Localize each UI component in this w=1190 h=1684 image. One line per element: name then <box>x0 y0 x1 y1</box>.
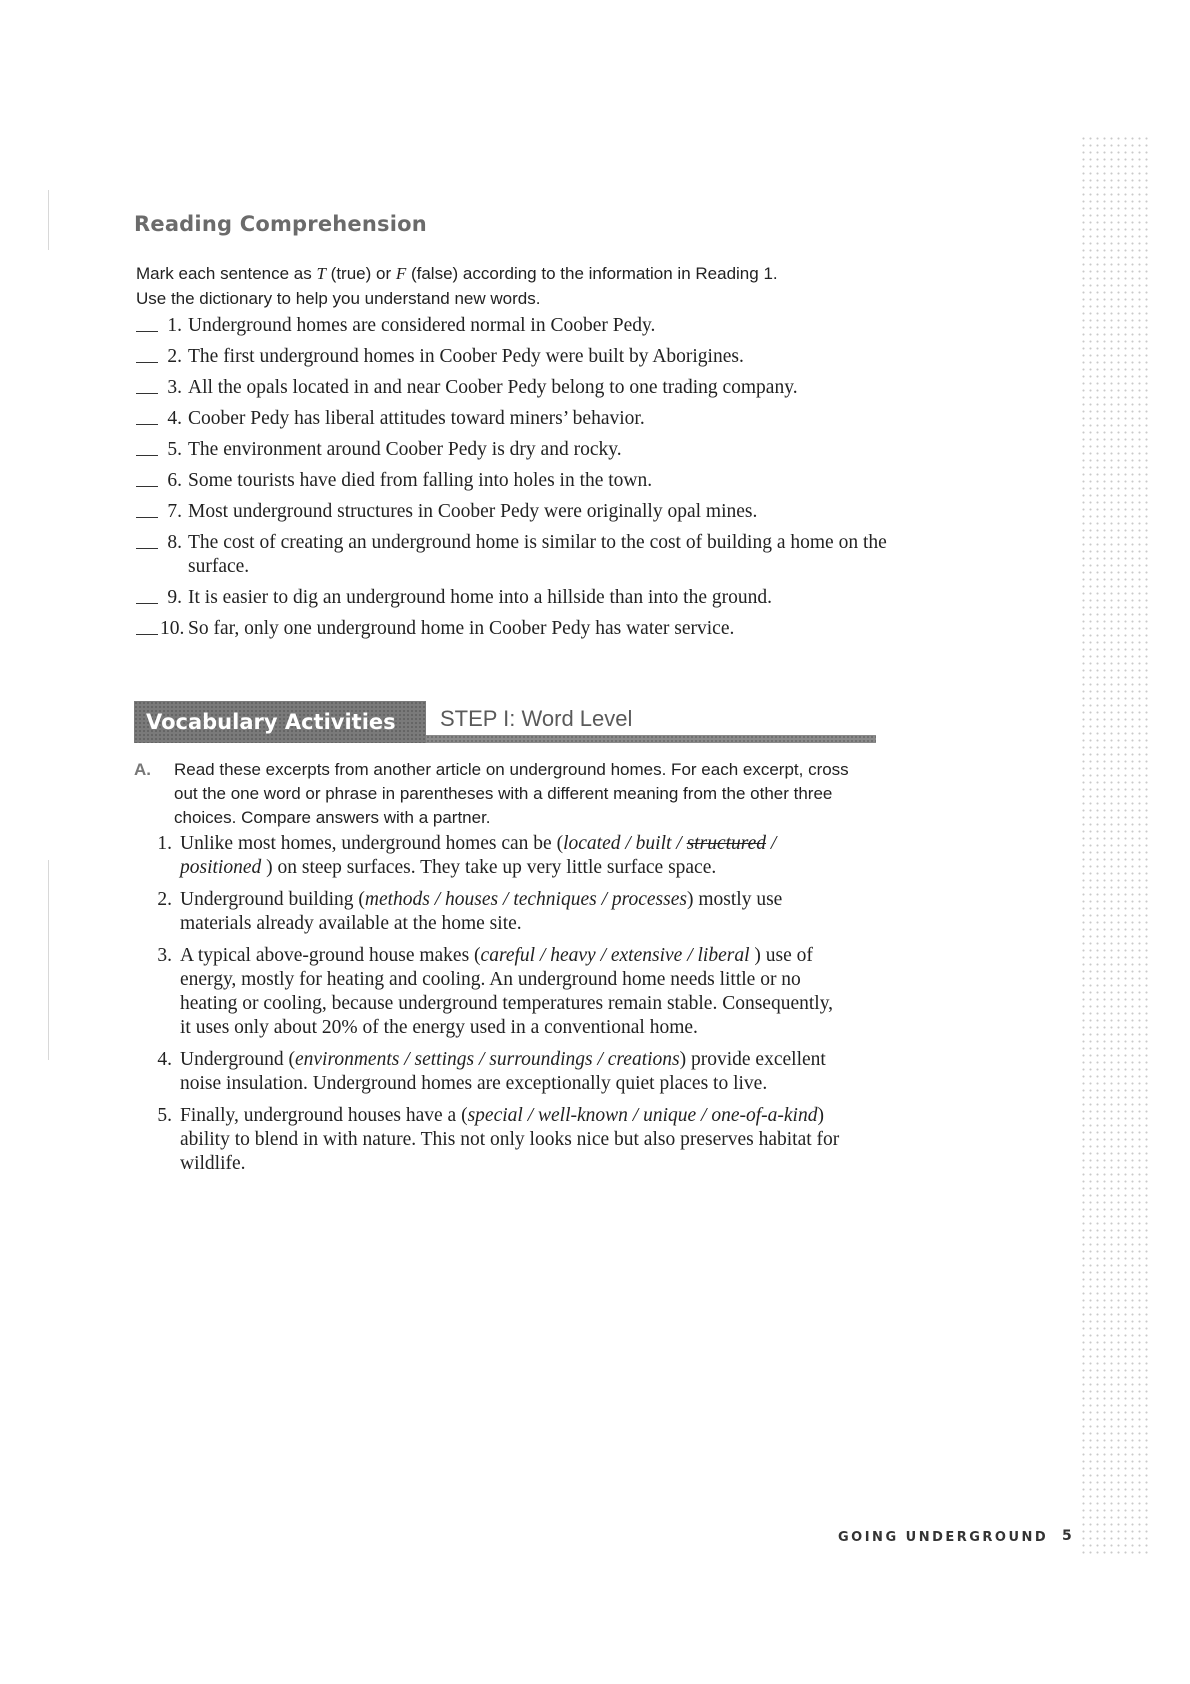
item-number: 5. <box>167 439 182 460</box>
choice-separator: / <box>682 945 698 966</box>
tf-item-2 <box>136 345 916 369</box>
excerpt-text <box>180 944 840 1040</box>
answer-blank[interactable] <box>136 314 158 332</box>
answer-blank[interactable] <box>136 617 158 635</box>
item-number: 4. <box>157 1049 172 1070</box>
tf-item-10 <box>136 617 916 641</box>
excerpt-text <box>180 1048 840 1096</box>
choice-option[interactable]: environments <box>295 1049 400 1070</box>
choice-separator: / <box>474 1049 490 1070</box>
exercise-letter: A. <box>134 760 151 779</box>
choice-separator: / <box>592 1049 608 1070</box>
banner-vocabulary-activities: Vocabulary Activities <box>134 701 426 743</box>
choice-option[interactable]: extensive <box>610 945 683 966</box>
choice-option[interactable]: surroundings <box>489 1049 593 1070</box>
item-number: 5. <box>157 1105 172 1126</box>
choice-option[interactable]: built <box>635 833 672 854</box>
excerpt-after: ) on steep surfaces. They take up very little surface space. <box>261 857 717 878</box>
item-text: The first underground homes in Coober Pedy were built by Aborigines. <box>188 346 744 367</box>
tf-item-9 <box>136 586 916 610</box>
item-number: 3. <box>157 945 172 966</box>
item-text: It is easier to dig an underground home into a hillside than into the ground. <box>188 587 772 608</box>
choice-separator: / <box>535 945 551 966</box>
item-text: Coober Pedy has liberal attitudes toward miners’ behavior. <box>188 408 645 429</box>
choice-separator: / <box>696 1105 712 1126</box>
excerpt-text <box>180 832 840 880</box>
instruction-true-letter: T <box>316 264 326 283</box>
reading-instruction <box>136 261 896 311</box>
excerpt-text <box>180 888 840 936</box>
scan-edge-mark <box>48 190 49 250</box>
tf-item-3 <box>136 376 916 400</box>
true-false-list <box>136 314 916 648</box>
choice-separator: / <box>429 889 446 910</box>
answer-blank[interactable] <box>136 586 158 604</box>
vocabulary-banner <box>134 701 876 743</box>
excerpt-after: ) use of energy, mostly for heating and cooling. An underground home needs little or no heating or cooling, because underground temperatures remain stable. Consequently, it uses only about 20% of the energy used in a conventional home. <box>180 945 834 1038</box>
choice-option[interactable]: unique <box>643 1105 697 1126</box>
item-text: Most underground structures in Coober Pedy were originally opal mines. <box>188 501 758 522</box>
item-number: 1. <box>157 833 172 854</box>
choice-option[interactable]: processes <box>611 889 687 910</box>
instruction-text: Use the dictionary to help you understand new words. <box>136 289 541 308</box>
item-text: All the opals located in and near Coober Pedy belong to one trading company. <box>188 377 798 398</box>
item-number: 4. <box>167 408 182 429</box>
choice-option[interactable]: well-known <box>537 1105 628 1126</box>
exercise-instruction: Read these excerpts from another article on underground homes. For each excerpt, cross out the one word or phrase in parentheses with a different meaning from the other three choices. Compare answers with a partner. <box>174 760 849 827</box>
excerpt-after: ) provide excellent noise insulation. Underground homes are exceptionally quiet places to live. <box>180 1049 826 1094</box>
choice-separator: / <box>595 945 611 966</box>
item-number: 6. <box>167 470 182 491</box>
choice-option[interactable]: creations <box>607 1049 680 1070</box>
running-footer-title: GOING UNDERGROUND <box>838 1530 1049 1545</box>
section-title-reading-comprehension: Reading Comprehension <box>134 212 427 236</box>
choice-option-crossed-out[interactable]: structured <box>686 833 767 854</box>
choice-separator: / <box>522 1105 538 1126</box>
choice-option[interactable]: liberal <box>697 945 750 966</box>
excerpt-before: Unlike most homes, underground homes can be ( <box>180 833 564 854</box>
choice-option[interactable]: positioned <box>180 857 262 878</box>
choice-separator: / <box>399 1049 415 1070</box>
choice-option[interactable]: careful <box>480 945 536 966</box>
scan-edge-mark <box>48 860 49 1060</box>
choice-option[interactable]: special <box>467 1105 523 1126</box>
answer-blank[interactable] <box>136 469 158 487</box>
tf-item-8 <box>136 531 916 579</box>
dot-pattern-margin <box>1080 135 1150 1555</box>
banner-step-label: STEP I: Word Level <box>440 706 633 731</box>
answer-blank[interactable] <box>136 376 158 394</box>
answer-blank[interactable] <box>136 438 158 456</box>
choice-option[interactable]: one-of-a-kind <box>711 1105 818 1126</box>
answer-blank[interactable] <box>136 407 158 425</box>
choice-separator: / <box>766 833 777 854</box>
item-number: 1. <box>167 315 182 336</box>
item-text: So far, only one underground home in Coober Pedy has water service. <box>188 618 735 639</box>
choice-option[interactable]: methods <box>364 889 430 910</box>
excerpt-after: ) mostly use materials already available at the home site. <box>180 889 783 934</box>
choice-option[interactable]: settings <box>414 1049 475 1070</box>
excerpt-item-4 <box>140 1048 840 1096</box>
excerpt-before: A typical above-ground house makes ( <box>180 945 481 966</box>
item-number: 10. <box>160 618 185 639</box>
excerpt-after: ) ability to blend in with nature. This not only looks nice but also preserves habitat for wildlife. <box>180 1105 840 1174</box>
excerpt-before: Underground building ( <box>180 889 365 910</box>
tf-item-6 <box>136 469 916 493</box>
choice-separator: / <box>627 1105 644 1126</box>
tf-item-7 <box>136 500 916 524</box>
item-text: Underground homes are considered normal in Coober Pedy. <box>188 315 656 336</box>
banner-rule <box>426 735 876 743</box>
choice-option[interactable]: techniques <box>513 889 597 910</box>
item-text: The environment around Coober Pedy is dry and rocky. <box>188 439 622 460</box>
choice-option[interactable]: houses <box>445 889 499 910</box>
instruction-text: (false) according to the information in Reading 1. <box>406 264 778 283</box>
item-number: 9. <box>167 587 182 608</box>
excerpt-list <box>140 832 840 1184</box>
excerpt-before: Underground ( <box>180 1049 295 1070</box>
excerpt-item-3 <box>140 944 840 1040</box>
item-number: 7. <box>167 501 182 522</box>
instruction-false-letter: F <box>395 264 407 283</box>
instruction-text: Mark each sentence as <box>136 264 317 283</box>
instruction-text: (true) or <box>325 264 396 283</box>
item-text: The cost of creating an underground home is similar to the cost of building a home on the surface. <box>188 532 887 577</box>
excerpt-item-2 <box>140 888 840 936</box>
tf-item-5 <box>136 438 916 462</box>
item-number: 8. <box>167 532 182 553</box>
item-number: 2. <box>157 889 172 910</box>
choice-separator: / <box>498 889 514 910</box>
choice-separator: / <box>596 889 612 910</box>
item-text: Some tourists have died from falling into holes in the town. <box>188 470 653 491</box>
choice-separator: / <box>620 833 636 854</box>
item-number: 3. <box>167 377 182 398</box>
choice-separator: / <box>671 833 687 854</box>
choice-option[interactable]: heavy <box>550 945 596 966</box>
excerpt-before: Finally, underground houses have a ( <box>180 1105 468 1126</box>
answer-blank[interactable] <box>136 345 158 363</box>
excerpt-text <box>180 1104 840 1176</box>
answer-blank[interactable] <box>136 531 158 549</box>
choice-option[interactable]: located <box>563 833 621 854</box>
tf-item-1 <box>136 314 916 338</box>
excerpt-item-1 <box>140 832 840 880</box>
item-number: 2. <box>167 346 182 367</box>
answer-blank[interactable] <box>136 500 158 518</box>
page-number: 5 <box>1062 1528 1072 1544</box>
tf-item-4 <box>136 407 916 431</box>
excerpt-item-5 <box>140 1104 840 1176</box>
